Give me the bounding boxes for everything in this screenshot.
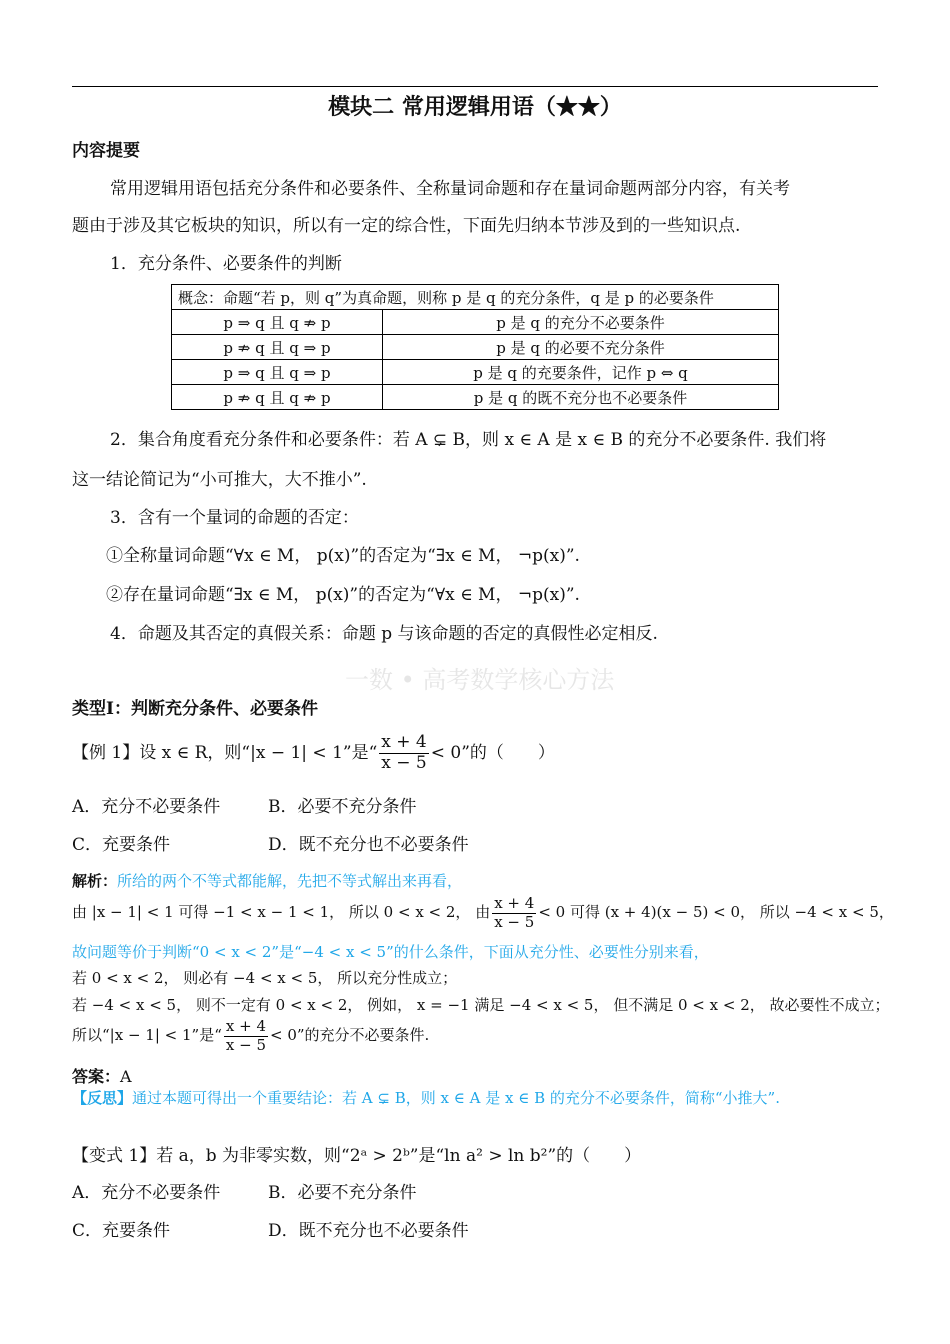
solution-line6-post: < 0”的充分不必要条件. xyxy=(269,1026,430,1044)
example1-label: 【例 1】 xyxy=(72,743,140,763)
example1-option-a: A．充分不必要条件 xyxy=(72,797,221,817)
table-header-cell: 概念：命题“若 p，则 q”为真命题，则称 p 是 q 的充分条件，q 是 p 的必要条件 xyxy=(172,285,779,310)
reflection-text: 通过本题可得出一个重要结论：若 A ⊊ B，则 x ∈ A 是 x ∈ B 的充分不必要条件，简称“小推大”. xyxy=(132,1089,780,1107)
solution-line2-frac-den: x − 5 xyxy=(494,912,535,931)
variant1-option-d: D．既不充分也不必要条件 xyxy=(268,1221,469,1241)
table-row xyxy=(172,335,779,360)
summary-intro-line1: 常用逻辑用语包括充分条件和必要条件、全称量词命题和存在量词命题两部分内容，有关考 xyxy=(110,179,790,199)
solution-line2-fraction xyxy=(492,895,536,931)
variant1-question-text: 若 a，b 为非零实数，则“2ᵃ > 2ᵇ”是“ln a² > ln b²”的（ ） xyxy=(156,1146,642,1166)
solution-line2 xyxy=(72,892,894,932)
table-cell-cond: p ⇒ q 且 q ⇒ p xyxy=(172,360,383,385)
example1-question-post: < 0”的（ ） xyxy=(430,743,555,763)
table-cell-cond: p ⇒ q 且 q ⇏ p xyxy=(172,310,383,335)
solution-label: 解析： xyxy=(72,872,118,890)
example1-frac-den: x − 5 xyxy=(381,753,427,773)
table-header-row xyxy=(172,285,779,310)
variant1-option-a: A．充分不必要条件 xyxy=(72,1183,221,1203)
solution-line6-frac-den: x − 5 xyxy=(225,1035,266,1054)
summary-item3b: ②存在量词命题“∃x ∈ M， p(x)”的否定为“∀x ∈ M， ¬p(x)”. xyxy=(106,585,580,605)
variant1-question xyxy=(72,1141,641,1166)
summary-item4: 4．命题及其否定的真假关系：命题 p 与该命题的否定的真假性必定相反. xyxy=(110,624,658,644)
example1-option-b: B．必要不充分条件 xyxy=(268,797,417,817)
condition-table xyxy=(171,284,779,410)
table-row xyxy=(172,310,779,335)
summary-item3: 3．含有一个量词的命题的否定： xyxy=(110,508,359,528)
summary-item2-line2: 这一结论简记为“小可推大，大不推小”. xyxy=(72,470,367,490)
example1-option-d: D．既不充分也不必要条件 xyxy=(268,835,469,855)
reflection-line xyxy=(72,1087,780,1108)
solution-line2-frac-num: x + 4 xyxy=(494,894,535,913)
solution-line1-text: 所给的两个不等式都能解，先把不等式解出来再看， xyxy=(117,872,463,890)
watermark-text: 一数 • 高考数学核心方法 xyxy=(345,666,615,694)
table-cell-result: p 是 q 的充要条件，记作 p ⇔ q xyxy=(383,360,779,385)
example1-question-pre: 设 x ∈ R，则“|x − 1| < 1”是“ xyxy=(139,743,378,763)
answer-line xyxy=(72,1064,132,1087)
table-cell-cond: p ⇏ q 且 q ⇒ p xyxy=(172,335,383,360)
variant1-option-c: C．充要条件 xyxy=(72,1221,171,1241)
table-cell-result: p 是 q 的既不充分也不必要条件 xyxy=(383,385,779,410)
summary-intro-line2: 题由于涉及其它板块的知识，所以有一定的综合性，下面先归纳本节涉及到的一些知识点. xyxy=(72,216,741,236)
example1-question xyxy=(72,733,555,774)
table-cell-result: p 是 q 的必要不充分条件 xyxy=(383,335,779,360)
reflection-label: 【反思】 xyxy=(72,1089,133,1107)
example1-option-c: C．充要条件 xyxy=(72,835,171,855)
table-row xyxy=(172,360,779,385)
summary-item2-line1: 2．集合角度看充分条件和必要条件：若 A ⊊ B，则 x ∈ A 是 x ∈ B 的充分不必要条件. 我们将 xyxy=(110,430,827,450)
solution-line3: 故问题等价于判断“0 < x < 2”是“−4 < x < 5”的什么条件，下面从充分性、必要性分别来看， xyxy=(72,943,709,961)
solution-line4: 若 0 < x < 2， 则必有 −4 < x < 5， 所以充分性成立； xyxy=(72,969,458,987)
type1-heading: 类型Ⅰ：判断充分条件、必要条件 xyxy=(72,699,318,719)
solution-line2-post: < 0 可得 (x + 4)(x − 5) < 0， 所以 −4 < x < 5， xyxy=(538,903,894,921)
variant1-option-b: B．必要不充分条件 xyxy=(268,1183,417,1203)
header-rule xyxy=(72,86,878,87)
variant1-label: 【变式 1】 xyxy=(72,1146,157,1166)
table-cell-cond: p ⇏ q 且 q ⇏ p xyxy=(172,385,383,410)
page-title: 模块二 常用逻辑用语（★★） xyxy=(328,94,622,120)
solution-line5: 若 −4 < x < 5， 则不一定有 0 < x < 2， 例如， x = −1 满足 −4 < x < 5， 但不满足 0 < x < 2， 故必要性不成立； xyxy=(72,996,890,1014)
example1-frac-num: x + 4 xyxy=(381,732,427,753)
table-cell-result: p 是 q 的充分不必要条件 xyxy=(383,310,779,335)
solution-line6-pre: 所以“|x − 1| < 1”是“ xyxy=(72,1026,222,1044)
table-row xyxy=(172,385,779,410)
answer-value: A xyxy=(120,1067,132,1086)
solution-line1 xyxy=(72,870,462,891)
summary-item3a: ①全称量词命题“∀x ∈ M， p(x)”的否定为“∃x ∈ M， ¬p(x)”. xyxy=(106,546,580,566)
example1-fraction xyxy=(379,733,428,773)
solution-line6-frac-num: x + 4 xyxy=(225,1017,266,1036)
summary-heading: 内容提要 xyxy=(72,141,140,161)
solution-line6 xyxy=(72,1015,429,1055)
answer-label: 答案： xyxy=(72,1067,121,1086)
solution-line6-fraction xyxy=(224,1018,268,1054)
solution-line2-pre: 由 |x − 1| < 1 可得 −1 < x − 1 < 1， 所以 0 < x < 2， 由 xyxy=(72,903,491,921)
summary-item1: 1．充分条件、必要条件的判断 xyxy=(110,254,342,274)
